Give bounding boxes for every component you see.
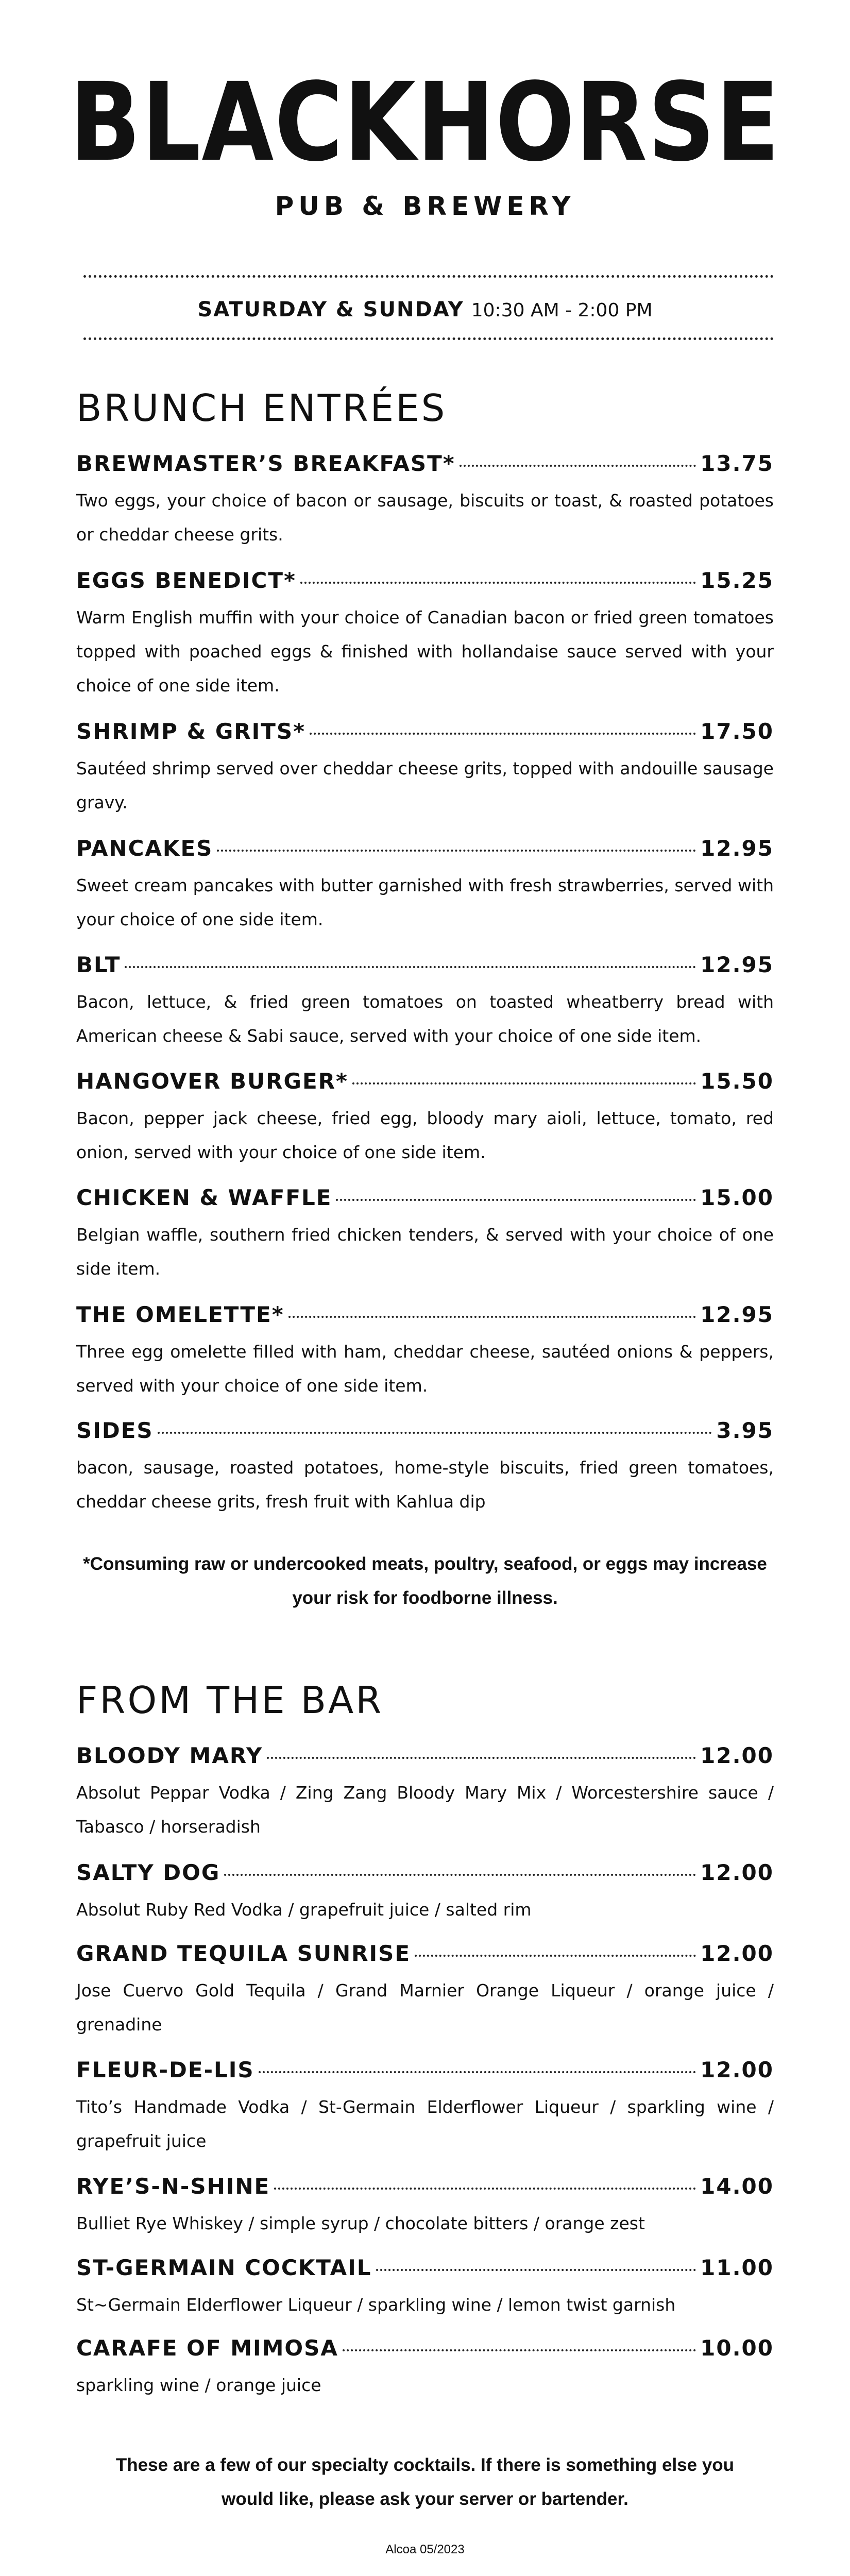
food-safety-warning: *Consuming raw or undercooked meats, poultry, seafood, or eggs may increase your risk for foodborne illness. — [83, 1554, 767, 1608]
menu-item — [76, 2057, 774, 2158]
item-price: 12.95 — [700, 1302, 774, 1327]
section-heading-bar: FROM THE BAR — [76, 1679, 384, 1722]
brand-subtitle: PUB & BREWERY — [275, 191, 575, 221]
dot-leader — [310, 733, 696, 735]
hours-time: 10:30 AM - 2:00 PM — [471, 300, 653, 321]
menu-item — [76, 1860, 774, 1927]
dot-leader — [125, 966, 696, 968]
menu-item — [76, 1302, 774, 1403]
item-price: 13.75 — [700, 451, 774, 476]
specialty-note: These are a few of our specialty cocktails. If there is something else you would like, please ask your server or bartender. — [115, 2455, 735, 2509]
item-description: Sautéed shrimp served over cheddar cheese grits, topped with andouille sausage gravy. — [76, 758, 774, 812]
menu-item — [76, 2335, 774, 2402]
item-name: CARAFE OF MIMOSA — [76, 2335, 338, 2361]
item-description: Absolut Ruby Red Vodka / grapefruit juice / salted rim — [76, 1900, 532, 1920]
item-description: Bacon, pepper jack cheese, fried egg, bloody mary aioli, lettuce, tomato, red onion, served with your choice of one side item. — [76, 1108, 774, 1162]
item-description: Tito’s Handmade Vodka / St-Germain Elderflower Liqueur / sparkling wine / grapefruit juice — [76, 2097, 774, 2151]
brand-logo: BLACKHORSE — [70, 59, 780, 185]
item-name: THE OMELETTE* — [76, 1302, 284, 1327]
item-name: BLOODY MARY — [76, 1743, 263, 1768]
menu-item — [76, 1941, 774, 2042]
hours-days: SATURDAY & SUNDAY — [197, 298, 464, 321]
item-price: 12.95 — [700, 836, 774, 861]
menu-item — [76, 2174, 774, 2241]
item-price: 12.00 — [700, 1941, 774, 1966]
item-description: Sweet cream pancakes with butter garnished with fresh strawberries, served with your choice of one side item. — [76, 875, 774, 929]
item-name: GRAND TEQUILA SUNRISE — [76, 1941, 411, 1966]
item-name: EGGS BENEDICT* — [76, 568, 296, 593]
item-description: Warm English muffin with your choice of Canadian bacon or fried green tomatoes topped with poached eggs & finished with hollandaise sauce served with your choice of one side item. — [76, 607, 774, 696]
menu-item — [76, 719, 774, 820]
item-name: SIDES — [76, 1418, 154, 1443]
item-price: 15.25 — [700, 568, 774, 593]
dot-leader — [300, 582, 696, 584]
item-name: ST-GERMAIN COCKTAIL — [76, 2255, 372, 2280]
dot-leader — [352, 1082, 696, 1084]
item-name: BREWMASTER’S BREAKFAST* — [76, 451, 455, 476]
item-description: Three egg omelette filled with ham, cheddar cheese, sautéed onions & peppers, served with your choice of one side item. — [76, 1342, 774, 1396]
dot-leader — [274, 2188, 696, 2190]
dot-leader — [224, 1874, 696, 1876]
menu-item — [76, 1069, 774, 1170]
dot-leader — [259, 2071, 696, 2073]
item-price: 12.00 — [700, 2057, 774, 2082]
dot-leader — [336, 1199, 696, 1201]
dot-leader — [415, 1955, 696, 1957]
dot-leader — [158, 1432, 712, 1434]
footer-code: Alcoa 05/2023 — [385, 2543, 465, 2556]
item-name: SALTY DOG — [76, 1860, 220, 1885]
item-price: 15.50 — [700, 1069, 774, 1094]
divider-top — [83, 275, 774, 278]
divider-bottom — [83, 337, 774, 340]
dot-leader — [267, 1757, 696, 1759]
dot-leader — [460, 465, 696, 467]
item-name: CHICKEN & WAFFLE — [76, 1185, 332, 1210]
item-price: 11.00 — [700, 2255, 774, 2280]
item-price: 14.00 — [700, 2174, 774, 2199]
item-description: sparkling wine / orange juice — [76, 2375, 321, 2395]
item-description: Jose Cuervo Gold Tequila / Grand Marnier Orange Liqueur / orange juice / grenadine — [76, 1980, 774, 2035]
item-price: 12.95 — [700, 952, 774, 977]
item-price: 12.00 — [700, 1860, 774, 1885]
menu-item — [76, 836, 774, 937]
item-description: Bacon, lettuce, & fried green tomatoes on toasted wheatberry bread with American cheese & Sabi sauce, served with your choice of one side item. — [76, 992, 774, 1046]
dot-leader — [376, 2269, 696, 2271]
item-description: Belgian waffle, southern fried chicken tenders, & served with your choice of one side item. — [76, 1225, 774, 1279]
menu-item — [76, 451, 774, 552]
item-name: BLT — [76, 952, 121, 977]
menu-item — [76, 952, 774, 1053]
item-name: FLEUR-DE-LIS — [76, 2057, 254, 2082]
menu-item — [76, 2255, 774, 2322]
item-description: Absolut Peppar Vodka / Zing Zang Bloody Mary Mix / Worcestershire sauce / Tabasco / horseradish — [76, 1783, 774, 1837]
item-name: HANGOVER BURGER* — [76, 1069, 348, 1094]
item-name: PANCAKES — [76, 836, 213, 861]
item-price: 12.00 — [700, 1743, 774, 1768]
menu-item — [76, 1185, 774, 1286]
dot-leader — [288, 1316, 696, 1318]
item-price: 15.00 — [700, 1185, 774, 1210]
menu-item — [76, 568, 774, 703]
menu-item — [76, 1418, 774, 1519]
item-description: Two eggs, your choice of bacon or sausage, biscuits or toast, & roasted potatoes or cheddar cheese grits. — [76, 490, 774, 545]
item-description: bacon, sausage, roasted potatoes, home-style biscuits, fried green tomatoes, cheddar cheese grits, fresh fruit with Kahlua dip — [76, 1458, 774, 1512]
item-price: 3.95 — [716, 1418, 774, 1443]
menu-item — [76, 1743, 774, 1844]
item-description: St~Germain Elderflower Liqueur / sparkling wine / lemon twist garnish — [76, 2295, 676, 2315]
item-description: Bulliet Rye Whiskey / simple syrup / chocolate bitters / orange zest — [76, 2213, 645, 2233]
item-name: RYE’S-N-SHINE — [76, 2174, 270, 2199]
item-name: SHRIMP & GRITS* — [76, 719, 306, 744]
section-heading-brunch: BRUNCH ENTRÉES — [76, 386, 447, 430]
item-price: 10.00 — [700, 2335, 774, 2361]
dot-leader — [217, 850, 696, 852]
item-price: 17.50 — [700, 719, 774, 744]
hours-line — [0, 296, 850, 328]
dot-leader — [343, 2349, 696, 2351]
